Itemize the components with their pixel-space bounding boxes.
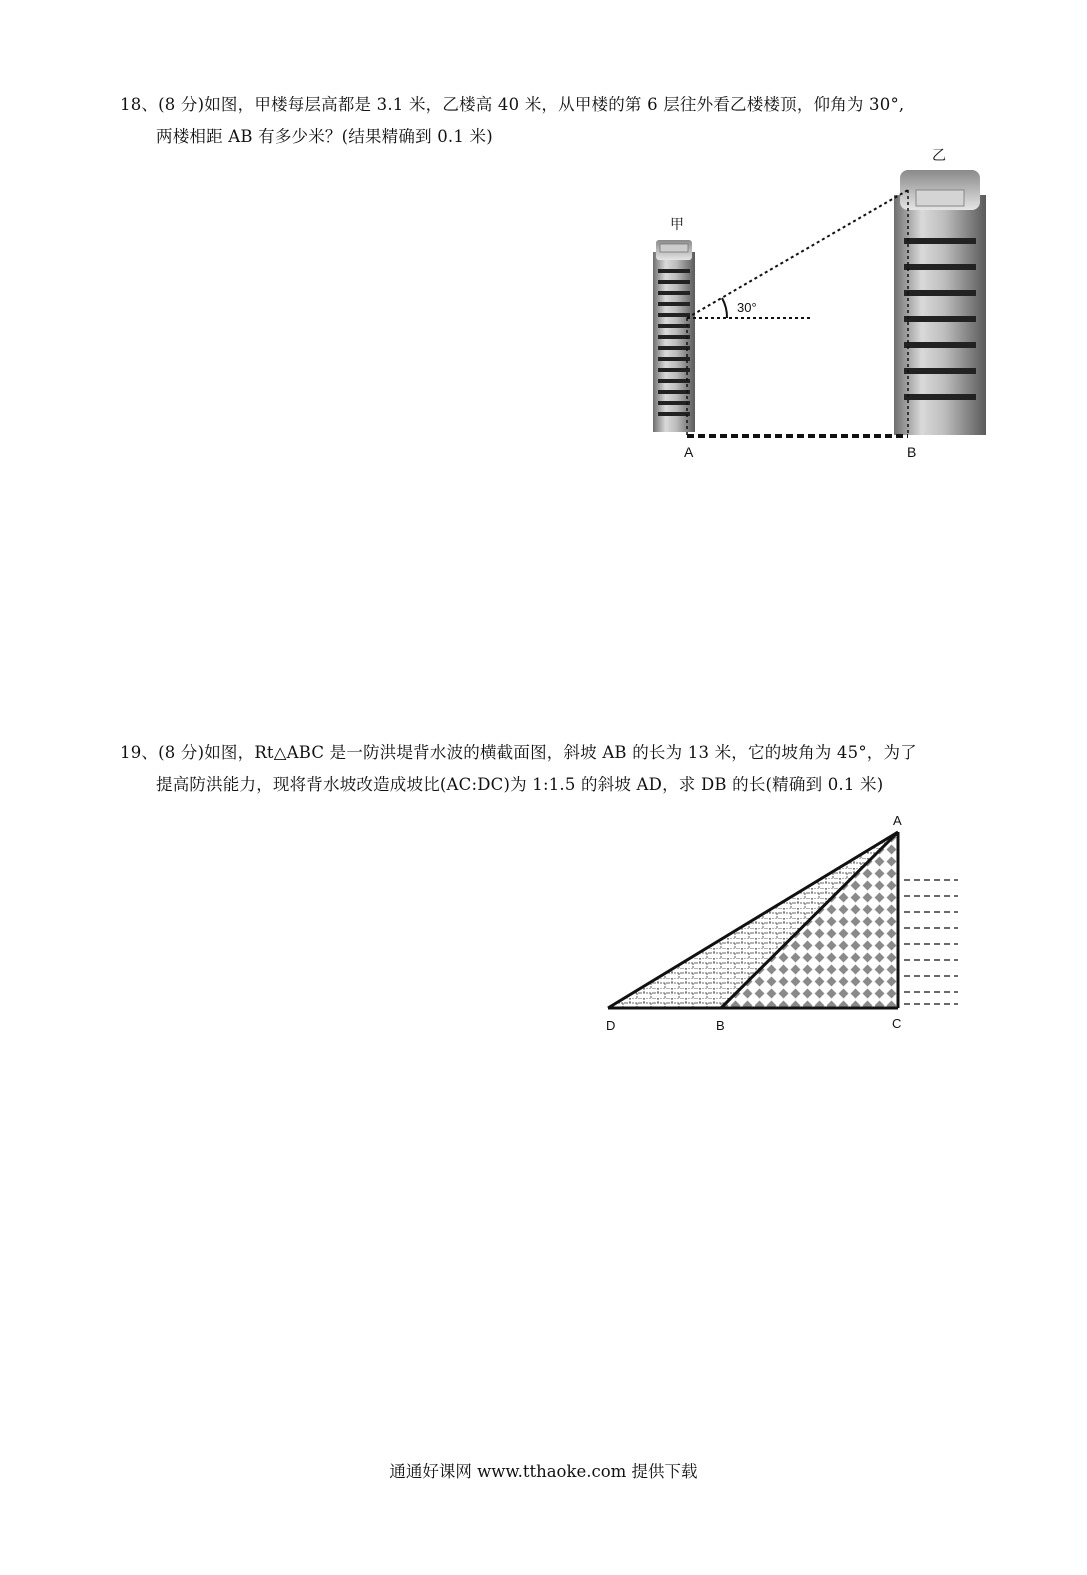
q19-embankment-figure	[598, 808, 968, 1040]
point-c-label: C	[892, 1016, 902, 1031]
point-d-label: D	[606, 1018, 616, 1033]
building-right-label: 乙	[932, 147, 946, 163]
point-b-label: B	[907, 444, 917, 460]
angle-arc	[722, 298, 727, 318]
q19-line2: 提高防洪能力，现将背水坡改造成坡比(AC:DC)为 1:1.5 的斜坡 AD，求 DB 的长(精确到 0.1 米)	[156, 775, 884, 794]
q19-line1: 19、(8 分)如图，Rt△ABC 是一防洪堤背水波的横截面图，斜坡 AB 的长为 13 米，它的坡角为 45°，为了	[120, 743, 917, 762]
angle-label: 30°	[737, 300, 757, 315]
point-a-label: A	[684, 444, 694, 460]
point-b-label: B	[716, 1018, 725, 1033]
q18-line2: 两楼相距 AB 有多少米？(结果精确到 0.1 米)	[156, 127, 493, 146]
sight-line	[687, 190, 908, 318]
q18-building-figure	[630, 140, 990, 470]
building-left	[653, 240, 695, 432]
building-left-label: 甲	[670, 216, 684, 232]
point-a-label: A	[893, 813, 902, 828]
q18-line1: 18、(8 分)如图，甲楼每层高都是 3.1 米，乙楼高 40 米，从甲楼的第 6 层往外看乙楼楼顶，仰角为 30°,	[120, 95, 905, 114]
water-hatch	[904, 880, 958, 1004]
footer-text: 通通好课网 www.tthaoke.com 提供下载	[389, 1462, 698, 1481]
